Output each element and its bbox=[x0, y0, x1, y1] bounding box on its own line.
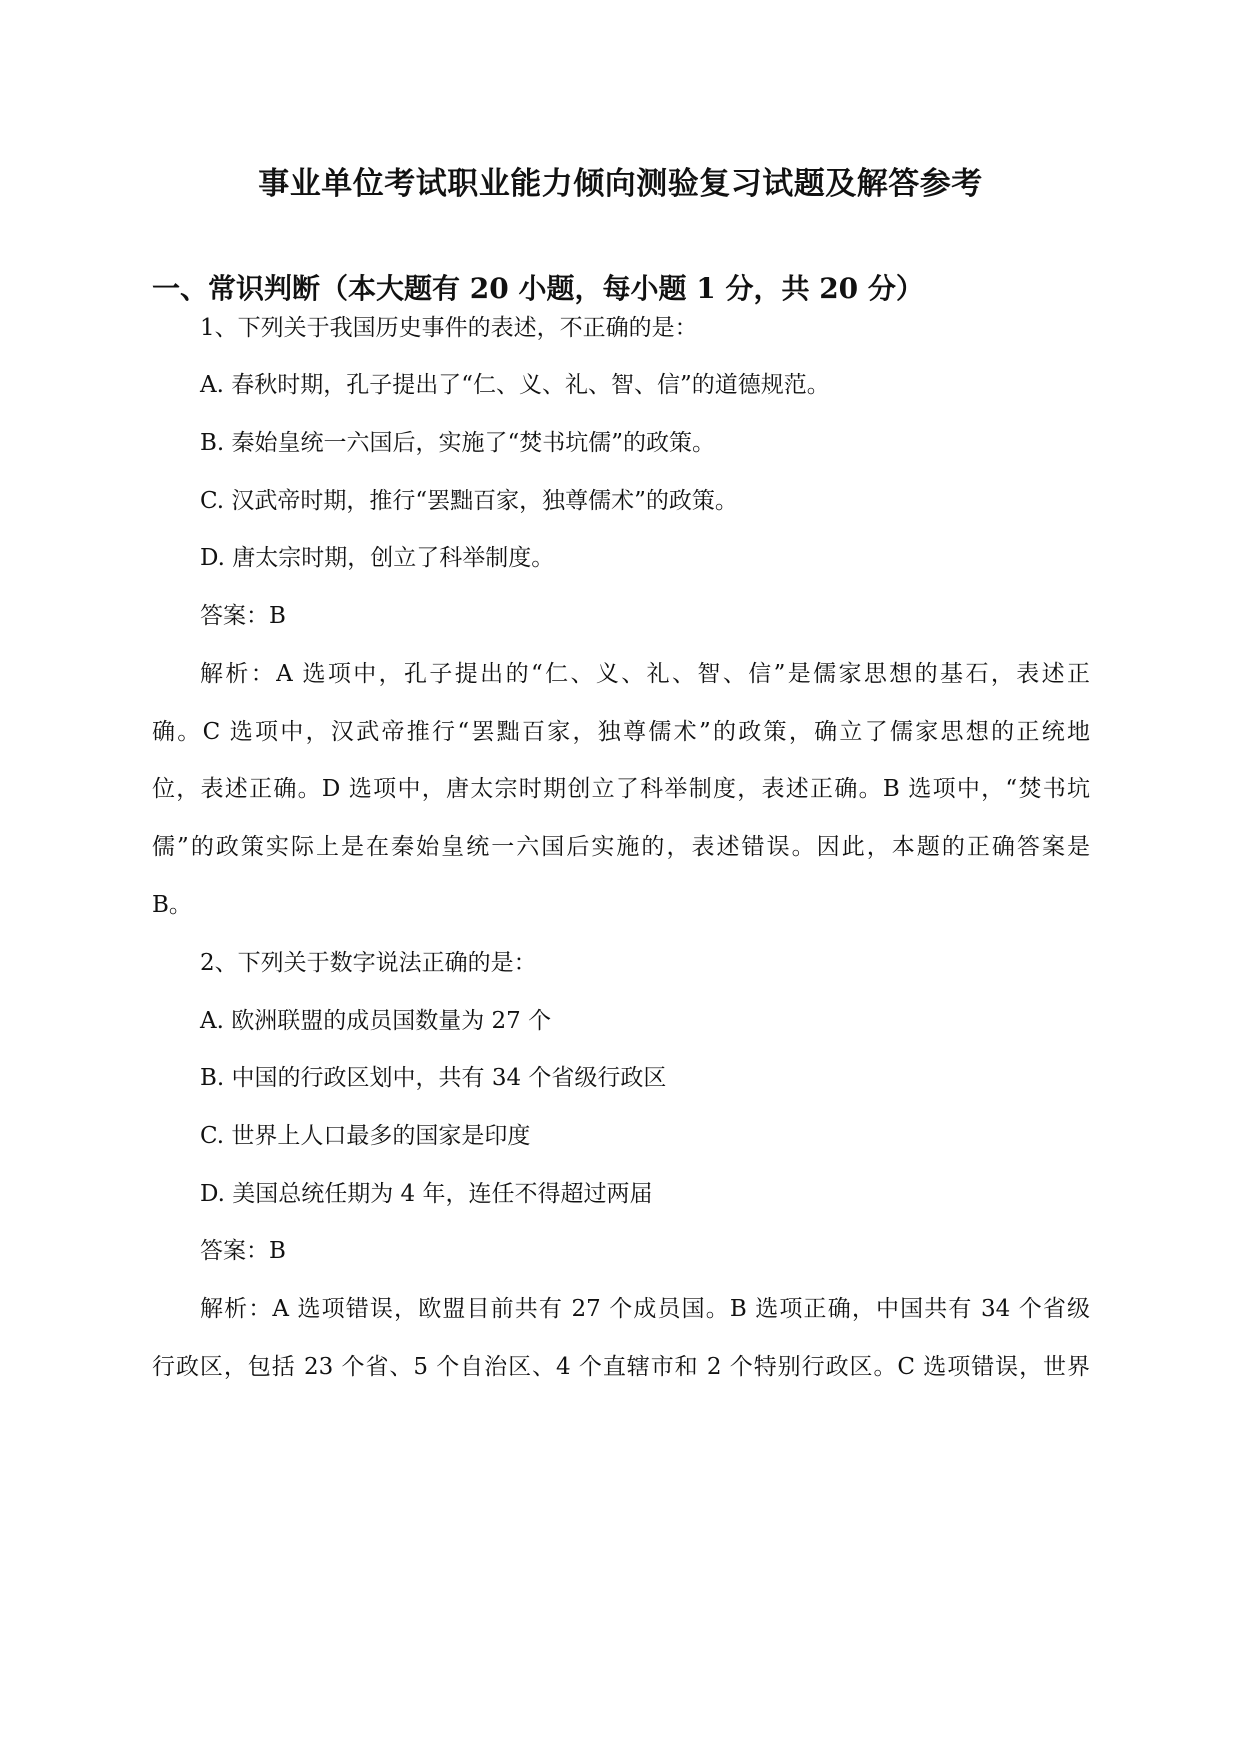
question-1-explanation-line: 确。C 选项中，汉武帝推行“罢黜百家，独尊儒术”的政策，确立了儒家思想的正统地 bbox=[152, 719, 1090, 745]
question-1-answer: 答案：B bbox=[200, 603, 286, 629]
question-1-explanation-line: B。 bbox=[152, 892, 192, 918]
question-2-explanation-line: 解析：A 选项错误，欧盟目前共有 27 个成员国。B 选项正确，中国共有 34 个省级 bbox=[200, 1296, 1090, 1322]
document-title: 事业单位考试职业能力倾向测验复习试题及解答参考 bbox=[258, 166, 983, 202]
question-1-explanation-line: 解析：A 选项中，孔子提出的“仁、义、礼、智、信”是儒家思想的基石，表述正 bbox=[200, 661, 1091, 687]
question-1-stem: 1、下列关于我国历史事件的表述，不正确的是： bbox=[200, 315, 698, 341]
question-1-option-b: B. 秦始皇统一六国后，实施了“焚书坑儒”的政策。 bbox=[200, 430, 716, 456]
question-2-option-b: B. 中国的行政区划中，共有 34 个省级行政区 bbox=[200, 1065, 667, 1091]
question-2-explanation-line: 行政区，包括 23 个省、5 个自治区、4 个直辖市和 2 个特别行政区。C 选项错误，世界 bbox=[152, 1354, 1090, 1380]
question-1-explanation-line: 位，表述正确。D 选项中，唐太宗时期创立了科举制度，表述正确。B 选项中，“焚书坑 bbox=[152, 776, 1090, 802]
question-1-option-c: C. 汉武帝时期，推行“罢黜百家，独尊儒术”的政策。 bbox=[200, 488, 738, 514]
question-2-option-d: D. 美国总统任期为 4 年，连任不得超过两届 bbox=[200, 1181, 653, 1207]
question-1-option-a: A. 春秋时期，孔子提出了“仁、义、礼、智、信”的道德规范。 bbox=[200, 372, 830, 398]
section-title: 一、常识判断（本大题有 20 小题，每小题 1 分，共 20 分） bbox=[152, 272, 924, 305]
question-2-option-c: C. 世界上人口最多的国家是印度 bbox=[200, 1123, 531, 1149]
question-2-stem: 2、下列关于数字说法正确的是： bbox=[200, 950, 537, 976]
question-1-explanation-line: 儒”的政策实际上是在秦始皇统一六国后实施的，表述错误。因此，本题的正确答案是 bbox=[152, 834, 1090, 860]
question-2-answer: 答案：B bbox=[200, 1238, 286, 1264]
question-1-option-d: D. 唐太宗时期，创立了科举制度。 bbox=[200, 545, 555, 571]
question-2-option-a: A. 欧洲联盟的成员国数量为 27 个 bbox=[200, 1008, 552, 1034]
